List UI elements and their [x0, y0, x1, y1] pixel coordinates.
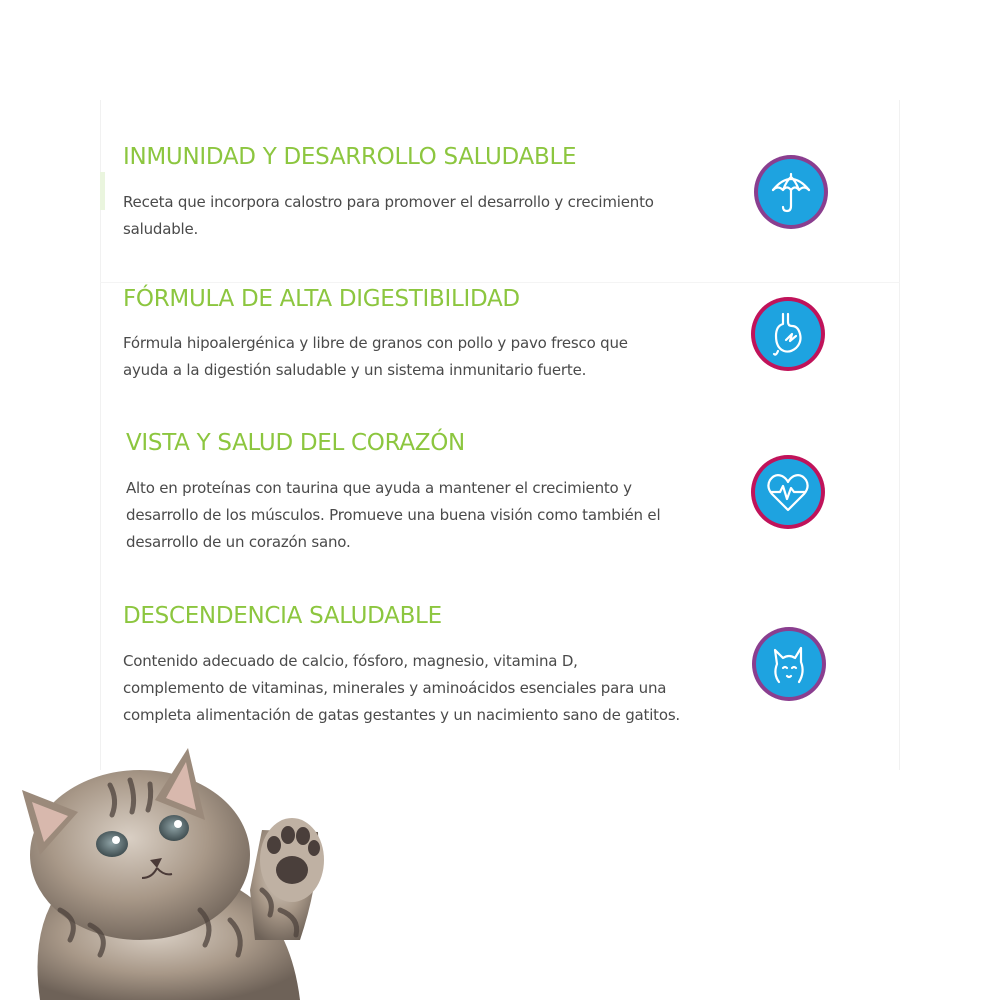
kitten-image: [0, 740, 340, 1000]
feature-title-immunity: INMUNIDAD Y DESARROLLO SALUDABLE: [123, 144, 577, 170]
feature-title-heart: VISTA Y SALUD DEL CORAZÓN: [126, 430, 465, 456]
stomach-icon: [750, 296, 826, 372]
heart-pulse-icon: [750, 454, 826, 530]
feature-desc-heart: Alto en proteínas con taurina que ayuda a mantener el crecimiento y desarrollo de los músculos. Promueve una buena visión como también el desarrollo de un corazón sano.: [126, 479, 661, 551]
feature-desc-immunity: Receta que incorpora calostro para promover el desarrollo y crecimiento saludable.: [123, 193, 654, 238]
feature-title-digestibility: FÓRMULA DE ALTA DIGESTIBILIDAD: [123, 286, 520, 312]
active-accent-bar: [100, 172, 105, 210]
umbrella-icon: [753, 154, 829, 230]
feature-desc-digestibility: Fórmula hipoalergénica y libre de granos con pollo y pavo fresco que ayuda a la digestión saludable y un sistema inmunitario fuerte.: [123, 334, 628, 379]
cat-head-icon: [751, 626, 827, 702]
feature-desc-offspring: Contenido adecuado de calcio, fósforo, magnesio, vitamina D, complemento de vitaminas, minerales y aminoácidos esenciales para una completa alimentación de gatas gestantes y un nacimiento sano de gatitos.: [123, 652, 680, 724]
feature-title-offspring: DESCENDENCIA SALUDABLE: [123, 603, 442, 629]
